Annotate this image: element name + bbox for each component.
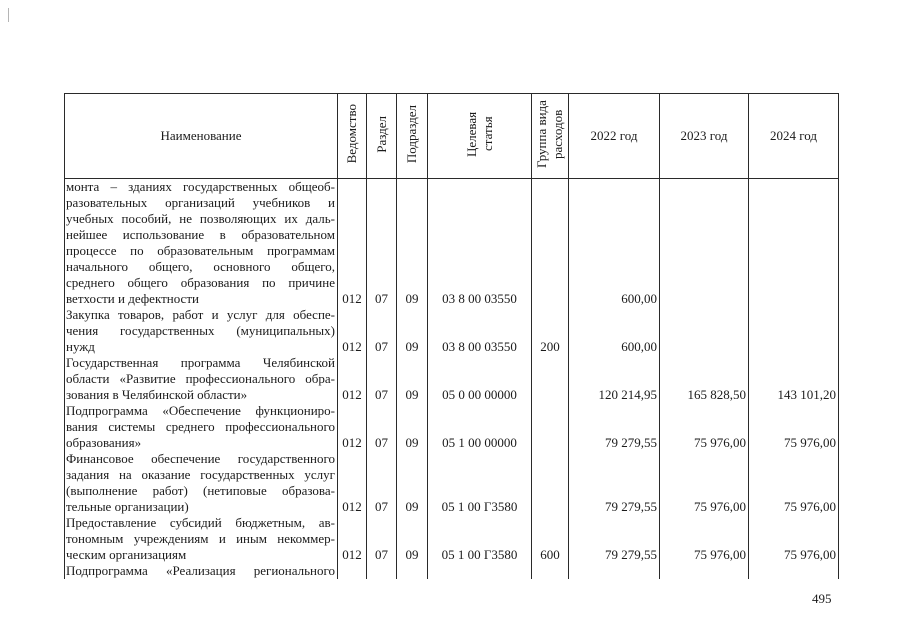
header-year-2022: 2022 год (569, 94, 660, 179)
cell-2022: 79 279,55 (569, 515, 660, 563)
name-line: процессе по образовательным программам (66, 243, 335, 258)
cell-name (65, 307, 338, 355)
name-line: Подпрограмма «Реализация регионального (66, 563, 335, 578)
cell-2022: 120 214,95 (569, 355, 660, 403)
cell-vedomstvo: 012 (338, 179, 367, 308)
scan-mark (8, 8, 9, 22)
cell-razdel: 07 (367, 179, 397, 308)
cell-expense-group: 200 (532, 307, 569, 355)
cell-target-article: 05 1 00 00000 (428, 403, 532, 451)
table-row (65, 451, 839, 515)
name-line: учебных пособий, не позволяющих их даль- (66, 211, 335, 226)
cell-2024: 75 976,00 (749, 515, 839, 563)
table-row (65, 355, 839, 403)
cell-vedomstvo (338, 563, 367, 579)
name-line: (выполнение работ) (нетиповые образова- (66, 483, 335, 498)
cell-podrazdel: 09 (397, 355, 428, 403)
name-line: монта – зданиях государственных общеоб- (66, 179, 335, 194)
cell-2023: 165 828,50 (660, 355, 749, 403)
cell-2022: 600,00 (569, 307, 660, 355)
cell-razdel: 07 (367, 451, 397, 515)
cell-razdel: 07 (367, 307, 397, 355)
name-line: области «Развитие профессионального обра- (66, 371, 335, 386)
name-line: Предоставление субсидий бюджетным, ав- (66, 515, 335, 530)
name-line: Подпрограмма «Обеспечение функциониро- (66, 403, 335, 418)
cell-expense-group (532, 563, 569, 579)
header-razdel-label: Раздел (373, 115, 389, 153)
cell-name (65, 403, 338, 451)
header-vedomstvo (338, 94, 367, 179)
cell-2024 (749, 307, 839, 355)
cell-target-article: 05 1 00 Г3580 (428, 451, 532, 515)
header-year-2023: 2023 год (660, 94, 749, 179)
cell-name (65, 451, 338, 515)
cell-2023 (660, 307, 749, 355)
cell-expense-group (532, 403, 569, 451)
cell-vedomstvo: 012 (338, 451, 367, 515)
header-target-article (428, 94, 532, 179)
cell-podrazdel (397, 563, 428, 579)
cell-target-article: 05 0 00 00000 (428, 355, 532, 403)
header-expense-group (532, 94, 569, 179)
header-target-article-label: Целевая статья (463, 111, 495, 157)
cell-podrazdel: 09 (397, 307, 428, 355)
header-name: Наименование (65, 94, 338, 179)
cell-name (65, 355, 338, 403)
cell-2022 (569, 563, 660, 579)
cell-vedomstvo: 012 (338, 355, 367, 403)
table-row (65, 179, 839, 308)
cell-2024 (749, 179, 839, 308)
name-line: образования» (66, 435, 142, 450)
cell-vedomstvo: 012 (338, 403, 367, 451)
name-line: Финансовое обеспечение государственного (66, 451, 335, 466)
cell-podrazdel: 09 (397, 515, 428, 563)
cell-2024: 143 101,20 (749, 355, 839, 403)
name-line: ветхости и дефектности (66, 291, 199, 306)
cell-2024: 75 976,00 (749, 451, 839, 515)
table-row (65, 515, 839, 563)
name-line: нужд (66, 339, 95, 354)
header-expense-group-label: Группа вида расходов (534, 100, 565, 168)
cell-razdel: 07 (367, 403, 397, 451)
cell-vedomstvo: 012 (338, 307, 367, 355)
cell-target-article (428, 563, 532, 579)
cell-podrazdel: 09 (397, 451, 428, 515)
header-year-2024: 2024 год (749, 94, 839, 179)
cell-2023 (660, 563, 749, 579)
header-row (65, 94, 839, 179)
table-body (65, 179, 839, 580)
cell-razdel: 07 (367, 355, 397, 403)
name-line: тономным учреждениям и иным некоммер- (66, 531, 335, 546)
cell-expense-group (532, 179, 569, 308)
header-podrazdel-label: Подраздел (404, 104, 419, 164)
cell-vedomstvo: 012 (338, 515, 367, 563)
name-line: ческим организациям (66, 547, 187, 562)
cell-razdel (367, 563, 397, 579)
cell-2022: 79 279,55 (569, 403, 660, 451)
cell-2023: 75 976,00 (660, 515, 749, 563)
cell-2022: 79 279,55 (569, 451, 660, 515)
name-line: Государственная программа Челябинской (66, 355, 335, 370)
table-row (65, 403, 839, 451)
name-line: зования в Челябинской области» (66, 387, 248, 402)
name-line: задания на оказание государственных услуг (66, 467, 335, 482)
cell-target-article: 03 8 00 03550 (428, 179, 532, 308)
cell-expense-group: 600 (532, 515, 569, 563)
name-line: разовательных организаций учебников и (66, 195, 335, 210)
name-line: нейшее использование в образовательном (66, 227, 335, 242)
cell-target-article: 05 1 00 Г3580 (428, 515, 532, 563)
header-podrazdel (397, 94, 428, 179)
name-line: тельные организации) (66, 499, 189, 514)
cell-podrazdel: 09 (397, 179, 428, 308)
cell-2023: 75 976,00 (660, 403, 749, 451)
name-line: среднего общего образования по причине (66, 275, 335, 290)
cell-2022: 600,00 (569, 179, 660, 308)
cell-name (65, 179, 338, 308)
budget-table (64, 93, 839, 579)
table-header (65, 94, 839, 179)
name-line: чения государственных (муниципальных) (66, 323, 335, 338)
cell-target-article: 03 8 00 03550 (428, 307, 532, 355)
table-row (65, 307, 839, 355)
table-row (65, 563, 839, 579)
name-line: вания системы среднего профессионального (66, 419, 335, 434)
cell-podrazdel: 09 (397, 403, 428, 451)
cell-2024: 75 976,00 (749, 403, 839, 451)
cell-2024 (749, 563, 839, 579)
header-vedomstvo-label: Ведомство (344, 104, 359, 164)
page-number: 495 (812, 591, 832, 606)
cell-expense-group (532, 355, 569, 403)
cell-expense-group (532, 451, 569, 515)
cell-2023: 75 976,00 (660, 451, 749, 515)
cell-name (65, 515, 338, 563)
cell-name (65, 563, 338, 579)
header-razdel (367, 94, 397, 179)
cell-razdel: 07 (367, 515, 397, 563)
name-line: начального общего, основного общего, (66, 259, 335, 274)
cell-2023 (660, 179, 749, 308)
name-line: Закупка товаров, работ и услуг для обеспе- (66, 307, 335, 322)
